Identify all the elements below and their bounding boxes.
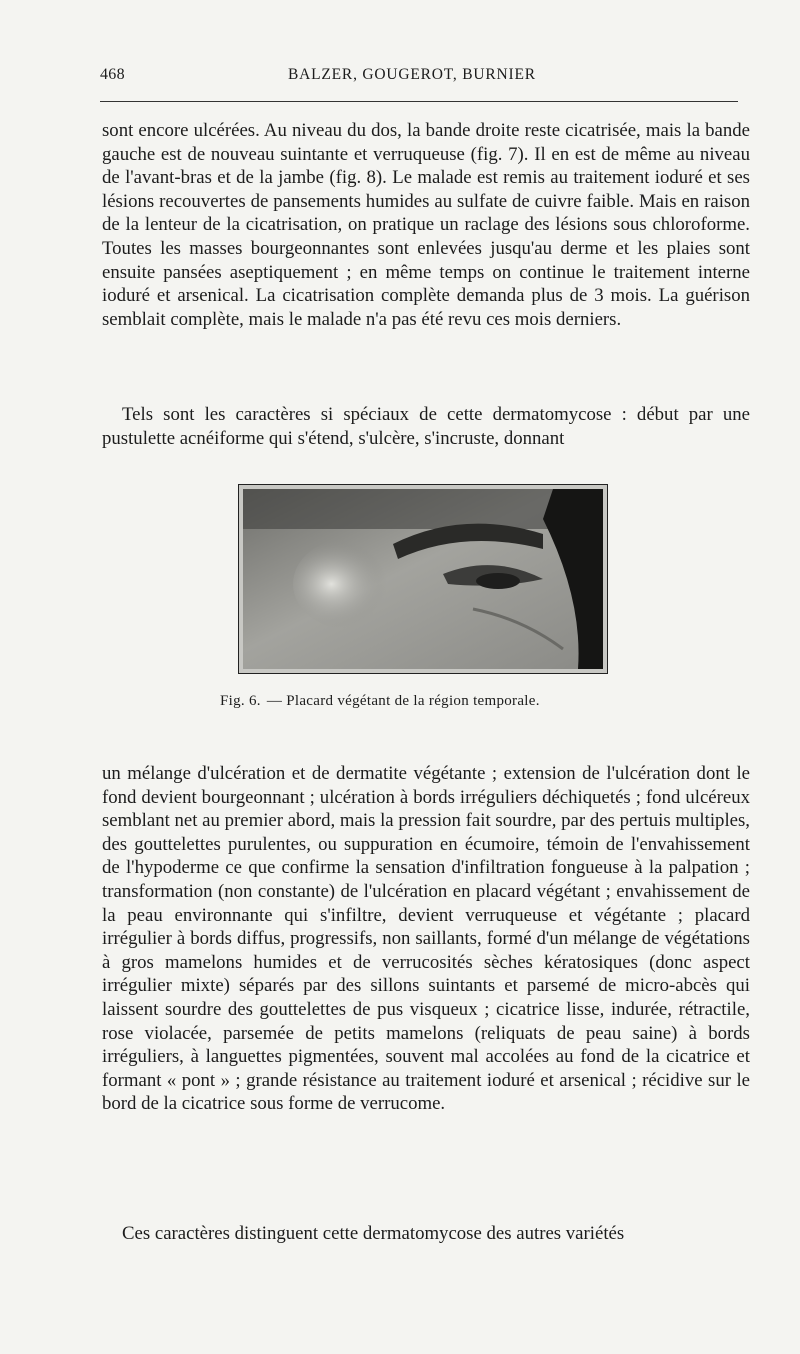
header-rule [100, 101, 738, 102]
paragraph-distinction: Ces caractères distinguent cette dermatomycose des autres variétés [122, 1223, 625, 1244]
figure-caption-text: — Placard végétant de la région temporale. [266, 693, 540, 709]
figure-label: Fig. 6. [220, 693, 261, 709]
running-header [100, 66, 740, 90]
figure-caption [220, 693, 640, 710]
paragraph-characteristics-list: un mélange d'ulcération et de dermatite végétante ; extension de l'ulcération dont le fond devient bourgeonnant ; ulcération à bords irréguliers déchiquetés ; fond ulcéreux semblant net au premier abord, mais la pression fait sourdre, par des pertuis multiples, des gouttelettes purulentes, ou suppuration en écumoire, témoin de l'envahissement de l'hypoderme ce que confirme la sensation d'infiltration fongueuse à la palpation ; transformation (non constante) de l'ulcération en placard végétant ; envahissement de la peau environnante qui s'infiltre, devient verruqueuse et végétante ; placard irrégulier à bords diffus, progressifs, non saillants, formé d'un mélange de végétations à gros mamelons humides et de verrucosités sèches kératosiques (donc aspect irrégulier mixte) séparés par des sillons suintants et parsemé de micro-abcès qui laissent sourdre des gouttelettes de pus visqueux ; cicatrice lisse, indurée, rétractile, rose violacée, parsemée de petits mamelons (reliquats de peau saine) à bords irréguliers, à languettes pigmentées, souvent mal accolées au fond de la cicatrice et formant « pont » ; grande résistance au traitement ioduré et arsenical ; récidive sur le bord de la cicatrice sous forme de verrucome. [102, 763, 750, 1115]
figure-photograph [238, 484, 608, 674]
paragraph-characteristics-intro: Tels sont les caractères si spéciaux de cette dermatomycose : début par une pustulette acnéiforme qui s'étend, s'ulcère, s'incruste, donnant [102, 404, 750, 449]
paragraph-case-continuation: sont encore ulcérées. Au niveau du dos, la bande droite reste cicatrisée, mais la bande gauche est de nouveau suintante et verruqueuse (fig. 7). Il en est de même au niveau de l'avant-bras et de la jambe (fig. 8). Le malade est remis au traitement ioduré et ses lésions recouvertes de pansements humides au sulfate de cuivre faible. Mais en raison de la lenteur de la cicatrisation, on pratique un raclage des lésions sous chloroforme. Toutes les masses bourgeonnantes sont enlevées jusqu'au derme et les plaies sont ensuite pansées aseptiquement ; en même temps on continue le traitement interne ioduré et arsenical. La cicatrisation complète demanda plus de 3 mois. La guérison semblait complète, mais le malade n'a pas été revu ces mois derniers. [102, 120, 750, 330]
running-title: BALZER, GOUGEROT, BURNIER [288, 66, 536, 83]
temporal-lesion-photo [243, 489, 603, 669]
page-number: 468 [100, 66, 125, 83]
